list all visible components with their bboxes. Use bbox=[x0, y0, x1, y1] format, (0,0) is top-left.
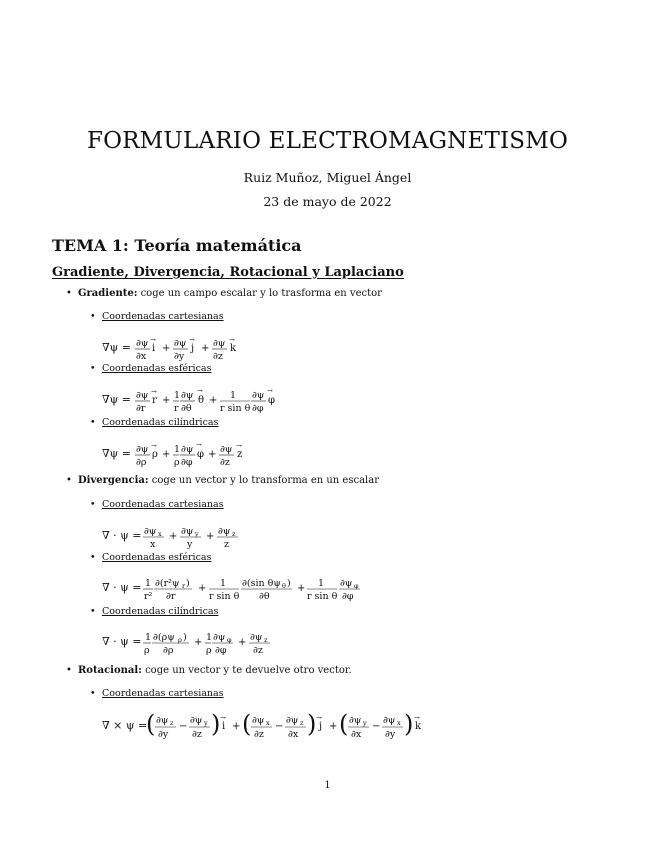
svg-text:k: k bbox=[230, 343, 237, 354]
svg-text:r sin θ: r sin θ bbox=[307, 591, 338, 602]
svg-text:∂ψ: ∂ψ bbox=[190, 715, 203, 726]
svg-text:i: i bbox=[222, 721, 226, 732]
svg-text:∂ψ: ∂ψ bbox=[181, 390, 194, 401]
svg-text:ρ: ρ bbox=[174, 457, 180, 468]
svg-text:∂φ: ∂φ bbox=[215, 645, 227, 656]
svg-text:ρ: ρ bbox=[144, 645, 150, 656]
svg-text:∂φ: ∂φ bbox=[342, 591, 354, 602]
svg-text:i: i bbox=[152, 343, 156, 354]
svg-text:+: + bbox=[238, 637, 247, 648]
svg-text:∇ψ =: ∇ψ = bbox=[102, 393, 132, 406]
svg-text:φ: φ bbox=[354, 582, 359, 590]
svg-text:(: ( bbox=[339, 710, 349, 738]
svg-text:∂θ: ∂θ bbox=[181, 403, 192, 414]
svg-text:→: → bbox=[229, 336, 235, 344]
svg-text:1: 1 bbox=[318, 578, 325, 589]
svg-text:+: + bbox=[162, 449, 171, 460]
svg-text:∂r: ∂r bbox=[136, 403, 146, 414]
svg-text:∇ · ψ =: ∇ · ψ = bbox=[102, 635, 142, 648]
svg-text:(: ( bbox=[242, 710, 252, 738]
svg-text:): ) bbox=[287, 578, 291, 589]
svg-text:∂(r²ψ: ∂(r²ψ bbox=[155, 578, 180, 589]
svg-text:∂φ: ∂φ bbox=[181, 457, 193, 468]
svg-text:∇ × ψ =: ∇ × ψ = bbox=[102, 719, 148, 732]
page-number: 1 bbox=[324, 780, 331, 791]
desc-rotacional: coge un vector y te devuelve otro vector. bbox=[145, 665, 352, 676]
formula-div-cartesian bbox=[102, 521, 262, 551]
svg-text:∂ψ: ∂ψ bbox=[220, 444, 233, 455]
formula-div-cylindrical bbox=[102, 627, 302, 657]
svg-text:+: + bbox=[297, 583, 306, 594]
svg-text:1: 1 bbox=[174, 444, 181, 455]
svg-text:∂ψ: ∂ψ bbox=[286, 715, 299, 726]
svg-text:x: x bbox=[266, 719, 270, 727]
svg-text:∂(ρψ: ∂(ρψ bbox=[153, 632, 175, 643]
svg-text:y: y bbox=[363, 719, 367, 727]
svg-text:∂ψ: ∂ψ bbox=[144, 526, 157, 537]
term-gradiente: Gradiente: bbox=[78, 288, 138, 299]
svg-text:k: k bbox=[415, 721, 422, 732]
svg-text:1: 1 bbox=[145, 632, 152, 643]
formula-grad-cartesian bbox=[102, 333, 262, 363]
svg-text:j: j bbox=[191, 343, 195, 354]
svg-text:): ) bbox=[404, 710, 414, 738]
svg-text:−: − bbox=[372, 721, 381, 732]
document-page: FORMULARIO ELECTROMAGNETISMO Ruiz Muñoz, Miguel Ángel 23 de mayo de 2022 TEMA 1: Teoría matemática Gradiente, Divergencia, Rotacional y Laplaciano • Gradiente: coge un campo escalar y lo trasforma en vector • Coordenadas cartesianas ∇ψ = ∂ψ ∂x i → + ∂ψ ∂y j → + ∂ψ ∂z k → • Coordenadas esféricas ∇ψ = ∂ψ ∂r r → + 1 r ∂ψ ∂θ θ → + 1 r sin θ ∂ψ ∂φ φ → • Coordenadas cilíndricas ∇ψ = ∂ψ ∂ρ ρ → + 1 ρ ∂ψ ∂φ φ → + ∂ψ ∂z z → • Divergencia: coge un vector y lo transforma en un escalar • Coordenadas cartesianas ∇ · ψ = ∂ψ x x + ∂ψ y y + ∂ψ z z • Coordenadas esféricas ∇ · ψ = 1 r² ∂(r²ψ r ) ∂r + 1 r sin θ ∂(sin θψ θ ) ∂θ + 1 r sin θ ∂ψ φ ∂φ • Coordenadas cilíndricas ∇ · ψ = 1 ρ ∂(ρψ ρ ) ∂ρ + 1 ρ ∂ψ φ ∂φ + ∂ψ z ∂z • Rotacional: coge un vector y te devuelve otro vector. • Coordenadas cartesianas ∇ × ψ = ( ∂ψ z ∂y − ∂ψ y ∂z ) i → + ( ∂ψ x ∂z − ∂ψ z ∂x ) j → + ( ∂ψ y ∂x − ∂ψ x ∂y ) k → 1 bbox=[0, 0, 655, 848]
svg-text:y: y bbox=[204, 719, 208, 727]
svg-text:r²: r² bbox=[144, 591, 153, 602]
section-title: TEMA 1: Teoría matemática bbox=[52, 236, 302, 255]
svg-text:∂z: ∂z bbox=[192, 729, 202, 740]
desc-gradiente: coge un campo escalar y lo trasforma en vector bbox=[140, 288, 382, 299]
svg-text:∂ψ: ∂ψ bbox=[136, 390, 149, 401]
system-label: Coordenadas esféricas bbox=[102, 363, 212, 374]
svg-text:∂ψ: ∂ψ bbox=[383, 715, 396, 726]
svg-text:∇ · ψ =: ∇ · ψ = bbox=[102, 529, 142, 542]
svg-text:∂ψ: ∂ψ bbox=[252, 390, 265, 401]
svg-text:+: + bbox=[209, 395, 218, 406]
svg-text:∂ρ: ∂ρ bbox=[163, 645, 174, 656]
svg-text:∂ψ: ∂ψ bbox=[218, 526, 231, 537]
svg-text:ρ: ρ bbox=[206, 645, 212, 656]
svg-text:+: + bbox=[169, 531, 178, 542]
svg-text:+: + bbox=[162, 395, 171, 406]
svg-text:∂ψ: ∂ψ bbox=[340, 578, 353, 589]
svg-text:1: 1 bbox=[220, 578, 227, 589]
system-label: Coordenadas cartesianas bbox=[102, 688, 224, 699]
svg-text:∂ψ: ∂ψ bbox=[136, 444, 149, 455]
formula-grad-cylindrical bbox=[102, 439, 262, 469]
svg-text:∂ψ: ∂ψ bbox=[181, 444, 194, 455]
svg-text:∂ρ: ∂ρ bbox=[136, 457, 147, 468]
svg-text:+: + bbox=[198, 583, 207, 594]
system-label: Coordenadas cilíndricas bbox=[102, 606, 219, 617]
formula-grad-spherical bbox=[102, 385, 302, 415]
svg-text:→: → bbox=[316, 714, 322, 722]
svg-text:(: ( bbox=[146, 710, 156, 738]
svg-text:→: → bbox=[150, 336, 156, 344]
svg-text:j: j bbox=[319, 721, 323, 732]
subsection-title: Gradiente, Divergencia, Rotacional y Laplaciano bbox=[52, 265, 404, 280]
svg-text:∂x: ∂x bbox=[288, 729, 299, 740]
svg-text:1: 1 bbox=[174, 390, 181, 401]
document-author: Ruiz Muñoz, Miguel Ángel bbox=[243, 170, 412, 185]
svg-text:+: + bbox=[232, 721, 241, 732]
svg-text:→: → bbox=[151, 388, 157, 396]
svg-text:∂ψ: ∂ψ bbox=[252, 715, 265, 726]
svg-text:φ: φ bbox=[197, 449, 205, 460]
svg-text:→: → bbox=[151, 442, 157, 450]
svg-text:→: → bbox=[196, 441, 202, 449]
svg-text:+: + bbox=[201, 343, 210, 354]
svg-text:∂z: ∂z bbox=[213, 351, 223, 362]
svg-text:1: 1 bbox=[230, 390, 237, 401]
svg-text:+: + bbox=[162, 343, 171, 354]
svg-text:∂r: ∂r bbox=[166, 591, 176, 602]
svg-text:∂φ: ∂φ bbox=[252, 403, 264, 414]
svg-text:θ: θ bbox=[198, 395, 205, 406]
svg-text:→: → bbox=[220, 714, 226, 722]
svg-text:∂y: ∂y bbox=[385, 729, 396, 740]
svg-text:∂z: ∂z bbox=[254, 729, 264, 740]
svg-text:ρ: ρ bbox=[178, 636, 182, 644]
system-label: Coordenadas cartesianas bbox=[102, 499, 224, 510]
svg-text:∂y: ∂y bbox=[158, 729, 169, 740]
term-rotacional: Rotacional: bbox=[78, 665, 142, 676]
svg-text:r sin θ: r sin θ bbox=[220, 403, 251, 414]
svg-text:1: 1 bbox=[206, 632, 213, 643]
svg-text:→: → bbox=[414, 714, 420, 722]
svg-text:+: + bbox=[194, 637, 203, 648]
formula-div-spherical bbox=[102, 573, 362, 603]
svg-text:∂y: ∂y bbox=[174, 351, 185, 362]
system-label: Coordenadas esféricas bbox=[102, 552, 212, 563]
svg-text:z: z bbox=[300, 719, 304, 727]
svg-text:y: y bbox=[195, 530, 199, 538]
document-title: FORMULARIO ELECTROMAGNETISMO bbox=[86, 128, 569, 154]
svg-text:−: − bbox=[179, 721, 188, 732]
svg-text:x: x bbox=[150, 539, 156, 550]
svg-text:+: + bbox=[329, 721, 338, 732]
svg-text:x: x bbox=[158, 530, 162, 538]
svg-text:∂ψ: ∂ψ bbox=[136, 338, 149, 349]
document-date: 23 de mayo de 2022 bbox=[263, 194, 392, 209]
svg-text:∂ψ: ∂ψ bbox=[156, 715, 169, 726]
svg-text:∂θ: ∂θ bbox=[259, 591, 270, 602]
svg-text:∂ψ: ∂ψ bbox=[250, 632, 263, 643]
svg-text:∂ψ: ∂ψ bbox=[181, 526, 194, 537]
svg-text:→: → bbox=[267, 387, 273, 395]
svg-text:z: z bbox=[264, 636, 268, 644]
term-divergencia: Divergencia: bbox=[78, 475, 149, 486]
svg-text:φ: φ bbox=[268, 395, 276, 406]
svg-text:): ) bbox=[183, 632, 187, 643]
svg-text:∂ψ: ∂ψ bbox=[174, 338, 187, 349]
svg-text:∂x: ∂x bbox=[136, 351, 147, 362]
svg-text:−: − bbox=[275, 721, 284, 732]
svg-text:ρ: ρ bbox=[152, 449, 158, 460]
svg-text:): ) bbox=[307, 710, 317, 738]
svg-text:z: z bbox=[224, 539, 230, 550]
svg-text:+: + bbox=[208, 449, 217, 460]
svg-text:1: 1 bbox=[145, 578, 152, 589]
desc-divergencia: coge un vector y lo transforma en un escalar bbox=[151, 475, 379, 486]
svg-text:∂(sin θψ: ∂(sin θψ bbox=[242, 578, 281, 589]
svg-text:): ) bbox=[211, 710, 221, 738]
svg-text:+: + bbox=[206, 531, 215, 542]
svg-text:∂z: ∂z bbox=[220, 457, 230, 468]
svg-text:z: z bbox=[232, 530, 236, 538]
svg-text:r sin θ: r sin θ bbox=[209, 591, 240, 602]
svg-text:z: z bbox=[170, 719, 174, 727]
svg-text:∇ψ =: ∇ψ = bbox=[102, 447, 132, 460]
svg-text:∂ψ: ∂ψ bbox=[213, 338, 226, 349]
svg-text:y: y bbox=[187, 539, 193, 550]
svg-text:): ) bbox=[186, 578, 190, 589]
svg-text:r: r bbox=[182, 582, 186, 590]
svg-text:∂z: ∂z bbox=[253, 645, 263, 656]
svg-text:x: x bbox=[397, 719, 401, 727]
svg-text:φ: φ bbox=[227, 636, 232, 644]
svg-text:∂x: ∂x bbox=[351, 729, 362, 740]
system-label: Coordenadas cartesianas bbox=[102, 311, 224, 322]
svg-text:r: r bbox=[174, 403, 179, 414]
svg-text:r: r bbox=[152, 395, 157, 406]
svg-text:→: → bbox=[189, 336, 195, 344]
svg-text:→: → bbox=[197, 387, 203, 395]
svg-text:∂ψ: ∂ψ bbox=[349, 715, 362, 726]
system-label: Coordenadas cilíndricas bbox=[102, 417, 219, 428]
svg-text:θ: θ bbox=[282, 582, 286, 590]
svg-text:→: → bbox=[236, 442, 242, 450]
svg-text:z: z bbox=[237, 449, 243, 460]
svg-text:∂ψ: ∂ψ bbox=[213, 632, 226, 643]
svg-text:∇ · ψ =: ∇ · ψ = bbox=[102, 581, 142, 594]
formula-rot-cartesian bbox=[102, 710, 432, 740]
svg-text:∇ψ =: ∇ψ = bbox=[102, 341, 132, 354]
